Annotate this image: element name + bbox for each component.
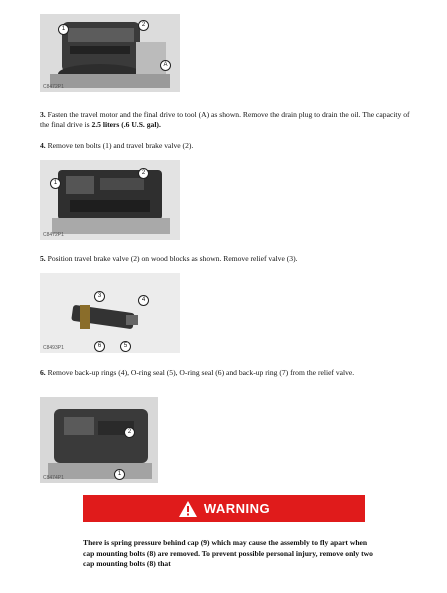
step-number: 3. bbox=[40, 110, 46, 119]
step-3 bbox=[40, 110, 410, 129]
step-text: Position travel brake valve (2) on wood blocks as shown. Remove relief valve (3). bbox=[47, 254, 298, 263]
figure-back-up-rings bbox=[40, 397, 158, 483]
callout-1: 1 bbox=[114, 469, 125, 480]
figure-brake-valve bbox=[40, 160, 180, 240]
step-5 bbox=[40, 254, 410, 264]
step-bold: 2.5 liters (.6 U.S. gal). bbox=[91, 119, 161, 129]
callout-2: 2 bbox=[124, 427, 135, 438]
callout-4: 4 bbox=[138, 295, 149, 306]
step-number: 4. bbox=[40, 141, 46, 150]
brake-valve-photo bbox=[40, 160, 180, 240]
callout-6: 6 bbox=[94, 341, 105, 352]
figure-caption: C8472P1 bbox=[43, 84, 64, 90]
figure-travel-motor-on-tool bbox=[40, 14, 180, 92]
step-text: Remove back-up rings (4), O-ring seal (5), O-ring seal (6) and back-up ring (7) from the relief valve. bbox=[47, 368, 355, 377]
callout-5: 5 bbox=[120, 341, 131, 352]
figure-relief-valve bbox=[40, 273, 180, 353]
warning-text: There is spring pressure behind cap (9) which may cause the assembly to fly apart when cap mounting bolts (8) are removed. To prevent possible personal injury, remove only two cap mounting bolts (8) that bbox=[83, 538, 373, 568]
step-text: Fasten the travel motor and the final drive to tool (A) as shown. Remove the drain plug to drain the oil. The capacity of the final drive is bbox=[40, 110, 410, 129]
step-6 bbox=[40, 368, 410, 378]
callout-a: A bbox=[160, 60, 171, 71]
figure-caption: C8493P1 bbox=[43, 345, 64, 351]
figure-caption: C8472P1 bbox=[43, 232, 64, 238]
step-number: 5. bbox=[40, 254, 46, 263]
callout-1: 1 bbox=[58, 24, 69, 35]
step-4 bbox=[40, 141, 410, 151]
callout-1: 1 bbox=[50, 178, 61, 189]
warning-banner bbox=[83, 495, 365, 522]
warning-label: WARNING bbox=[203, 501, 271, 516]
back-up-rings-photo bbox=[40, 397, 158, 483]
step-text: Remove ten bolts (1) and travel brake valve (2). bbox=[47, 141, 194, 150]
callout-2: 2 bbox=[138, 20, 149, 31]
warning-triangle-icon bbox=[178, 500, 198, 518]
relief-valve-photo bbox=[40, 273, 180, 353]
callout-2: 2 bbox=[138, 168, 149, 179]
step-number: 6. bbox=[40, 368, 46, 377]
callout-3: 3 bbox=[94, 291, 105, 302]
figure-caption: C8474P1 bbox=[43, 475, 64, 481]
